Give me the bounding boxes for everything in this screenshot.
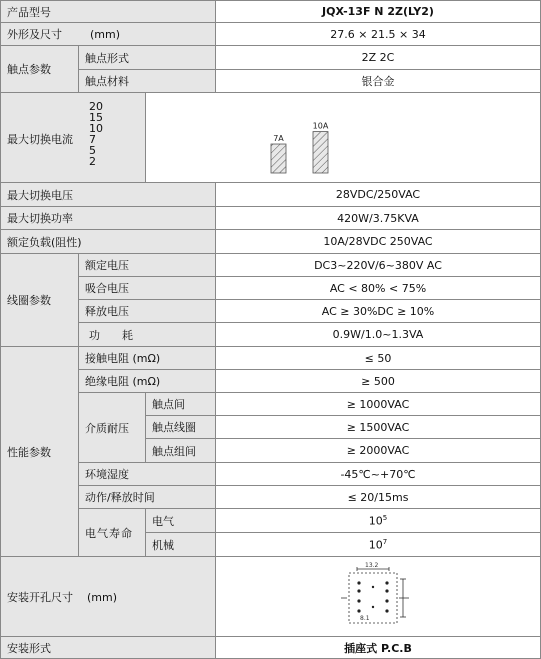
mounting-value: 插座式 P.C.B (216, 637, 541, 659)
coil-row (1, 277, 541, 300)
coil-release-voltage-label: 释放电压 (79, 300, 216, 323)
scale-label: 2 (89, 155, 96, 168)
current-bar-label: 7A (272, 134, 284, 144)
dielectric-contact-coil-label: 触点线圈 (146, 416, 216, 439)
insulation-resistance-label: 绝缘电阻 (mΩ) (79, 370, 216, 393)
max-power-label: 最大切换功率 (1, 207, 216, 230)
model-value: JQX-13F N 2Z(LY2) (216, 1, 541, 23)
scale-label: 15 (89, 111, 103, 124)
life-electrical-base: 10 (368, 514, 383, 528)
contact-material-label: 触点材料 (79, 70, 216, 93)
max-current-scale (89, 101, 103, 167)
coil-pickup-voltage-value: AC < 80% < 75% (216, 277, 541, 300)
mounting-hole-row (1, 557, 541, 637)
max-voltage-label: 最大切换电压 (1, 183, 216, 207)
dielectric-label: 介质耐压 (79, 393, 146, 463)
rated-load-value: 10A/28VDC 250VAC (216, 230, 541, 254)
dielectric-contact-groups-label: 触点组间 (146, 439, 216, 463)
mounting-hole-diagram (217, 557, 540, 633)
contact-material-row (1, 70, 541, 93)
mounting-hole-label-cell (1, 557, 216, 637)
coil-release-voltage-value: AC ≥ 30%DC ≥ 10% (216, 300, 541, 323)
dielectric-contacts-label: 触点间 (146, 393, 216, 416)
life-mechanical-label: 机械 (146, 533, 216, 557)
coil-power-value: 0.9W/1.0~1.3VA (216, 323, 541, 347)
dimensions-row (1, 23, 541, 46)
operate-release-label: 动作/释放时间 (79, 486, 216, 509)
dimensions-unit: (mm) (90, 28, 121, 41)
contact-form-value: 2Z 2C (216, 46, 541, 70)
max-current-chart-cell (146, 93, 541, 183)
contact-form-row (1, 46, 541, 70)
dielectric-contacts-value: ≥ 1000VAC (216, 393, 541, 416)
coil-row (1, 254, 541, 277)
scale-label: 7 (89, 133, 96, 146)
current-bar (271, 144, 286, 173)
ambient-value: -45℃~+70℃ (216, 463, 541, 486)
dimensions-label-cell (1, 23, 216, 46)
max-power-value: 420W/3.75KVA (216, 207, 541, 230)
contact-material-value: 银合金 (216, 70, 541, 93)
insulation-resistance-value: ≥ 500 (216, 370, 541, 393)
coil-row (1, 323, 541, 347)
perf-row (1, 393, 541, 416)
current-bar (313, 132, 328, 173)
operate-release-value: ≤ 20/15ms (216, 486, 541, 509)
max-current-chart (147, 93, 540, 179)
scale-label: 5 (89, 144, 96, 157)
max-current-label-cell (1, 93, 146, 183)
dielectric-contact-groups-value: ≥ 2000VAC (216, 439, 541, 463)
mounting-hole-label: 安装开孔尺寸 (7, 590, 73, 604)
coil-rated-voltage-label: 额定电压 (79, 254, 216, 277)
life-electrical-value (216, 509, 541, 533)
life-mechanical-base: 10 (368, 538, 383, 552)
perf-row (1, 509, 541, 533)
life-mechanical-value (216, 533, 541, 557)
rated-load-row (1, 230, 541, 254)
life-label: 电气寿命 (79, 509, 146, 557)
scale-label: 10 (89, 122, 103, 135)
header-row (1, 1, 541, 23)
coil-label: 线圈参数 (1, 254, 79, 347)
rated-load-label: 额定负载(阻性) (1, 230, 216, 254)
contact-resistance-value: ≤ 50 (216, 347, 541, 370)
max-voltage-row (1, 183, 541, 207)
coil-pickup-voltage-label: 吸合电压 (79, 277, 216, 300)
mounting-label: 安装形式 (1, 637, 216, 659)
coil-power-label: 功 耗 (79, 323, 216, 347)
performance-label: 性能参数 (1, 347, 79, 557)
contact-label: 触点参数 (1, 46, 79, 93)
max-current-row (1, 93, 541, 183)
hole-dim-side: 8.1 (359, 615, 370, 622)
hole-dim-top: 13.2 (364, 562, 378, 569)
mounting-row (1, 637, 541, 659)
perf-row (1, 347, 541, 370)
current-bar-label: 10A (312, 121, 328, 131)
mounting-hole-unit: (mm) (87, 590, 118, 604)
dielectric-contact-coil-value: ≥ 1500VAC (216, 416, 541, 439)
coil-row (1, 300, 541, 323)
perf-row (1, 486, 541, 509)
perf-row (1, 463, 541, 486)
life-electrical-label: 电气 (146, 509, 216, 533)
life-electrical-exp: 5 (382, 513, 388, 522)
mounting-hole-diagram-cell (216, 557, 541, 637)
contact-resistance-label: 接触电阻 (mΩ) (79, 347, 216, 370)
dimensions-label: 外形及尺寸 (7, 28, 62, 41)
coil-rated-voltage-value: DC3~220V/6~380V AC (216, 254, 541, 277)
scale-label: 20 (89, 100, 103, 113)
perf-row (1, 370, 541, 393)
ambient-label: 环境湿度 (79, 463, 216, 486)
max-current-label: 最大切换电流 (7, 133, 73, 146)
header-label: 产品型号 (1, 1, 216, 23)
max-voltage-value: 28VDC/250VAC (216, 183, 541, 207)
life-mechanical-exp: 7 (382, 537, 388, 546)
max-power-row (1, 207, 541, 230)
dimensions-value: 27.6 × 21.5 × 34 (216, 23, 541, 46)
contact-form-label: 触点形式 (79, 46, 216, 70)
